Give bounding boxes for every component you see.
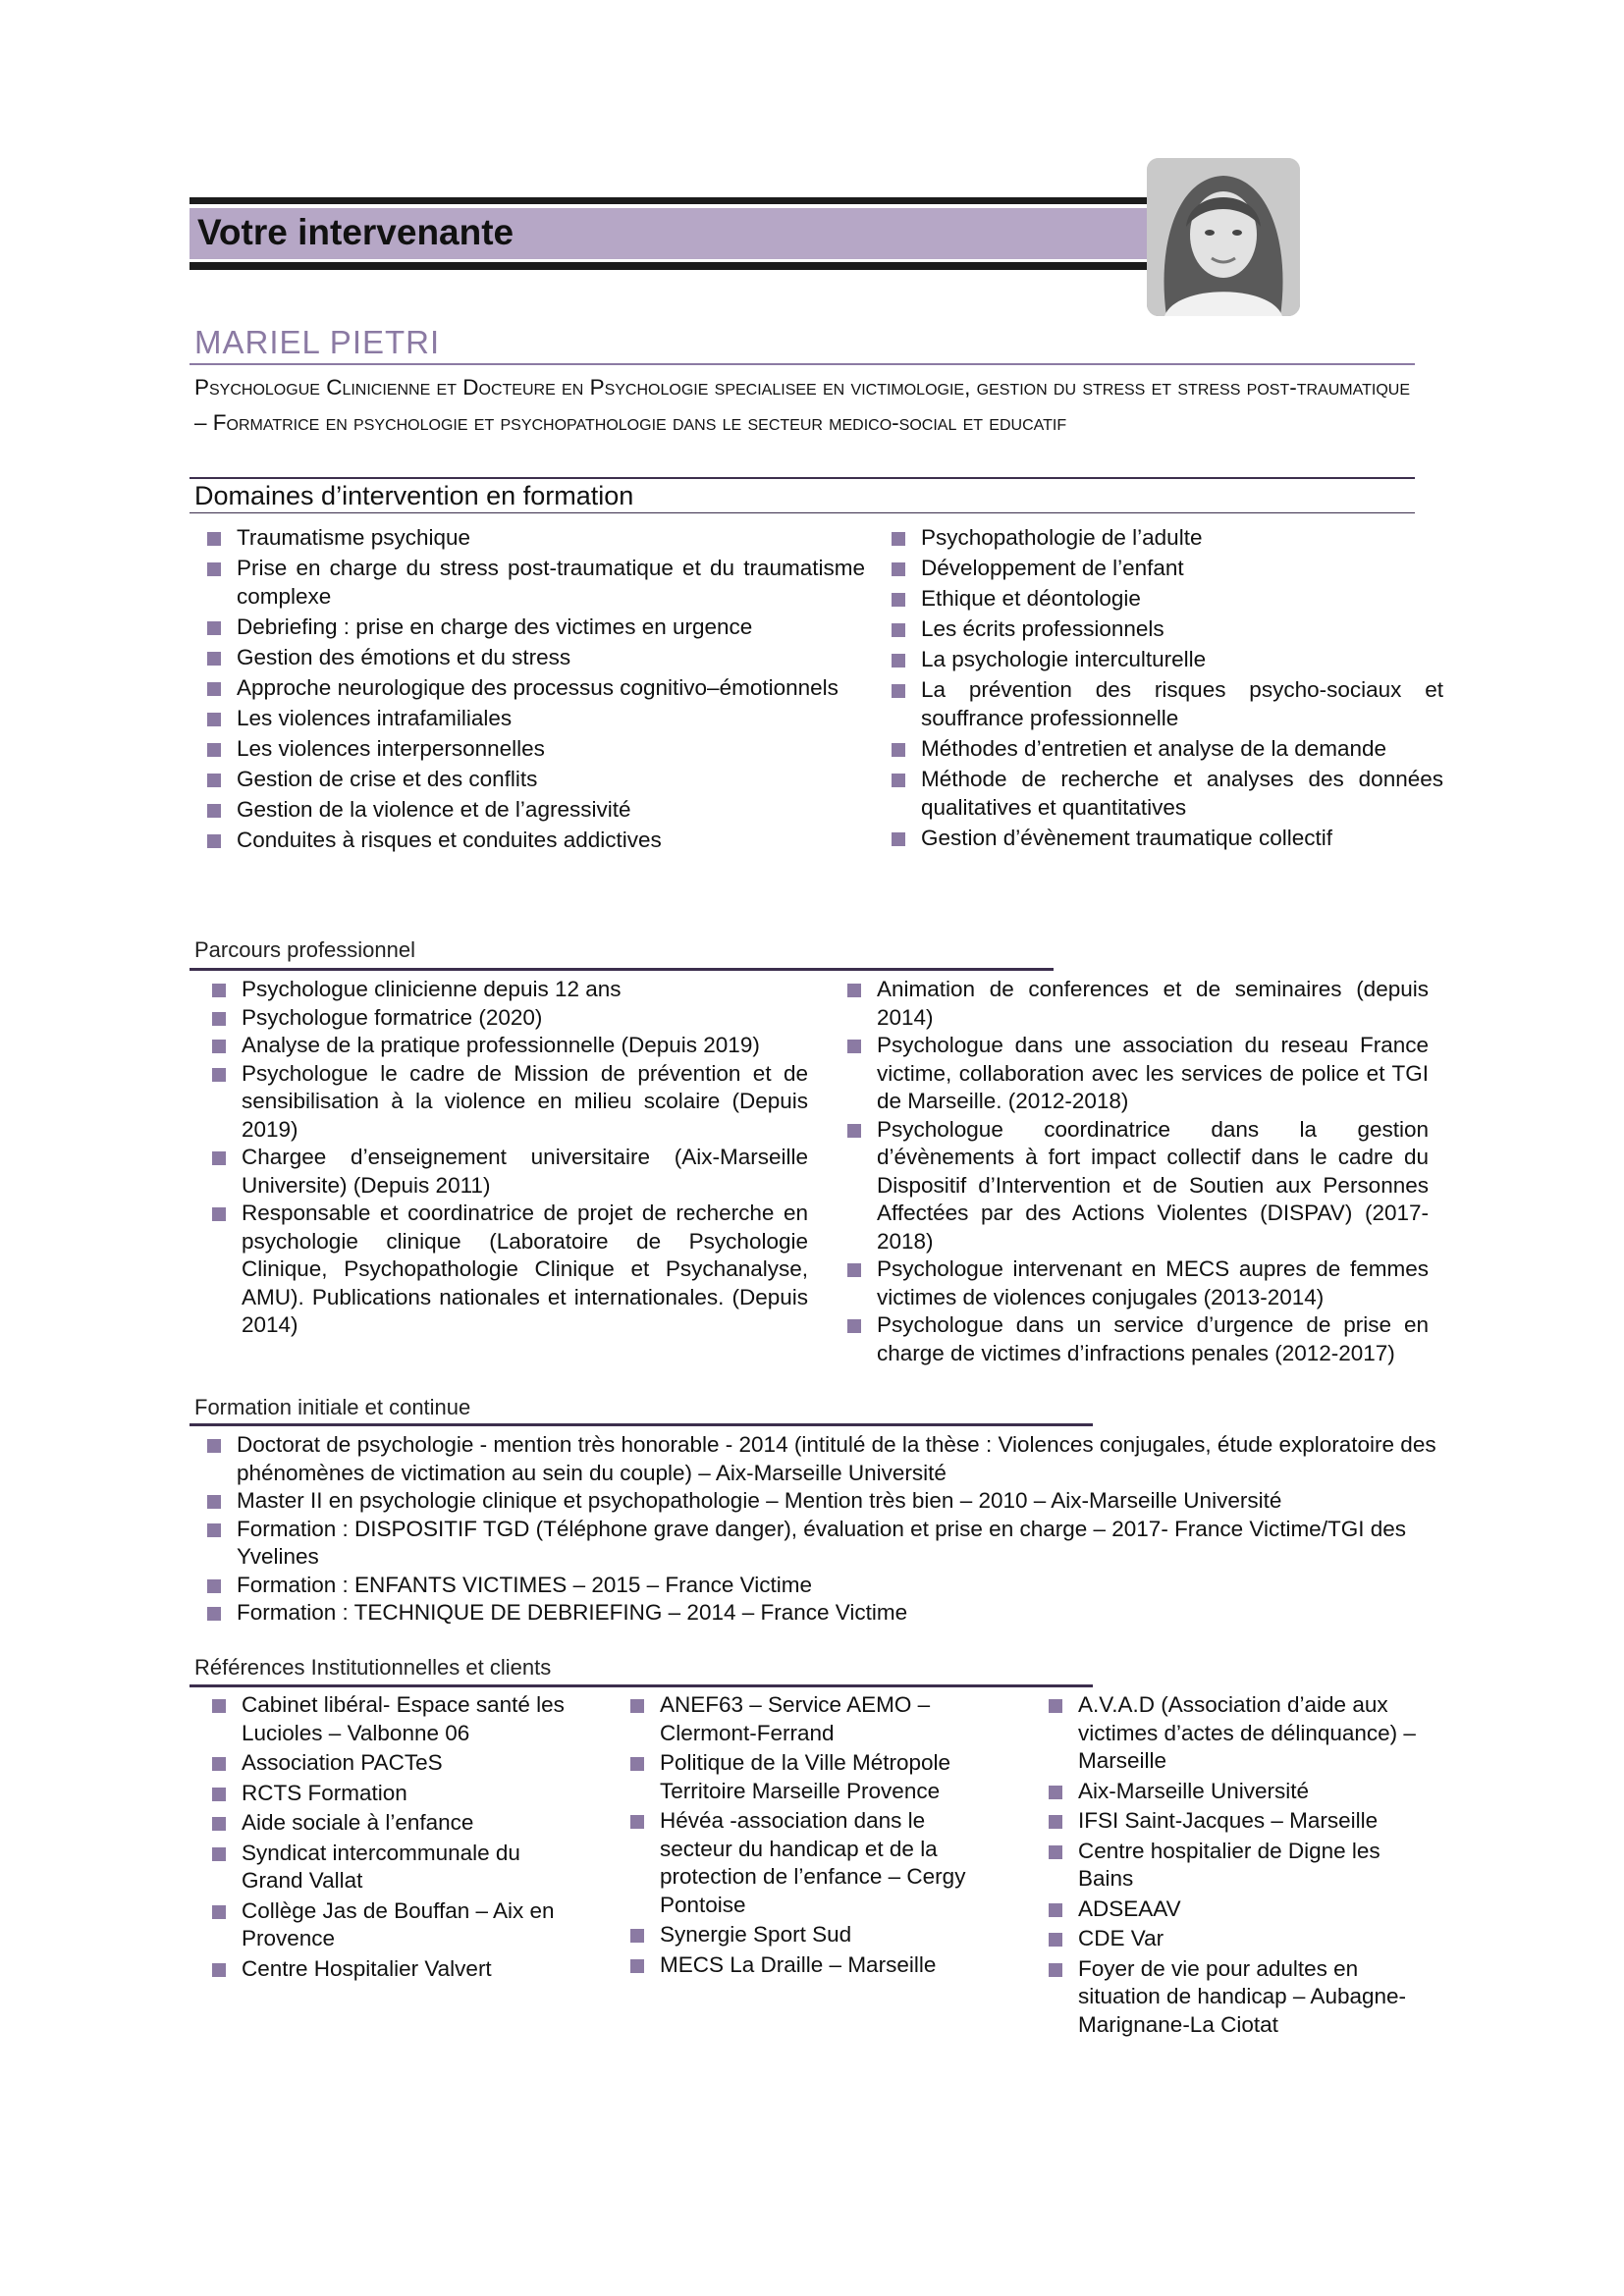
domain-item (874, 614, 1443, 643)
header-bar (189, 197, 1149, 271)
bullet-square-icon (630, 1815, 644, 1829)
parcours-item (830, 976, 1429, 1032)
list-item-text: Centre Hospitalier Valvert (242, 1955, 492, 1981)
domains-list-left (189, 523, 865, 856)
bullet-square-icon (207, 532, 221, 546)
list-item-text: Développement de l’enfant (921, 556, 1184, 580)
bullet-square-icon (212, 984, 226, 997)
domain-item (874, 734, 1443, 763)
parcours-item (194, 1060, 808, 1145)
bullet-square-icon (207, 1523, 221, 1537)
bullet-square-icon (207, 682, 221, 696)
bullet-square-icon (847, 1040, 861, 1053)
list-item-text: A.V.A.D (Association d’aide aux victimes d’actes de délinquance) – Marseille (1078, 1692, 1416, 1773)
bullet-square-icon (212, 1757, 226, 1771)
reference-item (613, 1749, 1001, 1805)
bullet-square-icon (1049, 1845, 1062, 1859)
bullet-square-icon (207, 1439, 221, 1453)
references-title: Références Institutionnelles et clients (194, 1655, 552, 1680)
list-item-text: RCTS Formation (242, 1780, 407, 1805)
list-item-text: Gestion d’évènement traumatique collectif (921, 826, 1332, 850)
list-item-text: Foyer de vie pour adultes en situation de handicap – Aubagne-Marignane-La Ciotat (1078, 1955, 1407, 2037)
person-name: MARIEL PIETRI (194, 324, 441, 360)
parcours-item (830, 1116, 1429, 1256)
list-item-text: Traumatisme psychique (237, 525, 471, 550)
list-item-text: ANEF63 – Service AEMO – Clermont-Ferrand (660, 1692, 931, 1745)
list-item-text: Ethique et déontologie (921, 586, 1141, 611)
parcours-item (194, 1032, 808, 1060)
reference-item (194, 1897, 582, 1953)
list-item-text: Psychologue intervenant en MECS aupres de femmes victimes de violences conjugales (2013-2014) (877, 1256, 1429, 1309)
list-item-text: Collège Jas de Bouffan – Aix en Provence (242, 1897, 555, 1950)
list-item-text: IFSI Saint-Jacques – Marseille (1078, 1808, 1379, 1833)
domains-title: Domaines d’intervention en formation (194, 481, 634, 510)
list-item-text: Psychologue dans un service d’urgence de prise en charge de victimes d’infractions penales (2012-2017) (877, 1312, 1429, 1365)
list-item-text: Animation de conferences et de seminaires (depuis 2014) (877, 977, 1429, 1030)
bullet-square-icon (1049, 1903, 1062, 1917)
domain-item (189, 613, 865, 641)
list-item-text: La prévention des risques psycho-sociaux et souffrance professionnelle (921, 677, 1443, 730)
list-item-text: Psychologue le cadre de Mission de prévention et de sensibilisation à la violence en milieu scolaire (Depuis 2019) (242, 1060, 808, 1142)
reference-item (613, 1921, 1001, 1949)
list-item-text: Analyse de la pratique professionnelle (Depuis 2019) (242, 1033, 760, 1057)
list-item-text: Syndicat intercommunale du Grand Vallat (242, 1840, 520, 1893)
list-item-text: Approche neurologique des processus cognitivo–émotionnels (237, 675, 839, 700)
reference-item (194, 1780, 582, 1808)
reference-item (613, 1691, 1001, 1747)
reference-item (1031, 1896, 1424, 1924)
parcours-item (194, 1144, 808, 1200)
references-list-col3 (1031, 1691, 1424, 2041)
domain-item (874, 523, 1443, 552)
domain-item (189, 734, 865, 763)
bullet-square-icon (207, 743, 221, 757)
domain-item (189, 643, 865, 671)
list-item-text: Synergie Sport Sud (660, 1922, 852, 1947)
bullet-square-icon (212, 1905, 226, 1919)
parcours-list-right (830, 976, 1429, 1367)
bullet-square-icon (207, 652, 221, 666)
parcours-item (830, 1255, 1429, 1311)
reference-item (1031, 1955, 1424, 2040)
bullet-square-icon (847, 1124, 861, 1138)
list-item-text: Politique de la Ville Métropole Territoire Marseille Provence (660, 1750, 951, 1803)
bullet-square-icon (212, 1847, 226, 1861)
list-item-text: Gestion des émotions et du stress (237, 645, 571, 669)
bullet-square-icon (630, 1757, 644, 1771)
list-item-text: Les écrits professionnels (921, 616, 1164, 641)
parcours-item (194, 1004, 808, 1033)
bullet-square-icon (207, 1495, 221, 1509)
bullet-square-icon (1049, 1786, 1062, 1799)
list-item-text: Association PACTeS (242, 1750, 443, 1775)
list-item-text: Les violences interpersonnelles (237, 736, 545, 761)
bullet-square-icon (630, 1929, 644, 1943)
formation-item (189, 1487, 1446, 1516)
domain-item (874, 645, 1443, 673)
domain-item (189, 673, 865, 702)
bullet-square-icon (207, 621, 221, 635)
list-item-text: Psychologue coordinatrice dans la gestion d’évènements à fort impact collectif dans le cadre du Dispositif d’Intervention et de Soutien aux Personnes Affectées par des Actions Violentes (DISPAV) (2017-2018) (877, 1116, 1429, 1254)
domain-item (189, 826, 865, 854)
bullet-square-icon (207, 1607, 221, 1621)
list-item-text: Psychologue formatrice (2020) (242, 1004, 543, 1030)
domains-divider (189, 512, 1415, 513)
list-item-text: Méthode de recherche et analyses des données qualitatives et quantitatives (921, 767, 1443, 820)
bullet-square-icon (212, 1788, 226, 1801)
list-item-text: Aide sociale à l’enfance (242, 1810, 474, 1835)
bullet-square-icon (207, 562, 221, 576)
domain-item (189, 765, 865, 793)
domains-list-right (874, 523, 1443, 854)
reference-item (194, 1749, 582, 1778)
list-item-text: CDE Var (1078, 1926, 1164, 1950)
list-item-text: Centre hospitalier de Digne les Bains (1078, 1838, 1380, 1891)
bullet-square-icon (892, 532, 905, 546)
list-item-text: Gestion de la violence et de l’agressivité (237, 797, 631, 822)
domain-item (189, 554, 865, 611)
domain-item (189, 795, 865, 824)
formation-title: Formation initiale et continue (194, 1395, 471, 1419)
parcours-item (194, 1200, 808, 1340)
reference-item (613, 1951, 1001, 1980)
list-item-text: Chargee d’enseignement universitaire (Aix-Marseille Universite) (Depuis 2011) (242, 1145, 808, 1198)
bullet-square-icon (892, 623, 905, 637)
list-item-text: Formation : DISPOSITIF TGD (Téléphone grave danger), évaluation et prise en charge – 2017- France Victime/TGI des Yvelines (237, 1516, 1406, 1569)
person-subtitle: Psychologue Clinicienne et Docteure en Psychologie specialisee en victimologie, gestion du stress et stress post-traumatique – Formatrice en psychologie et psychopathologie dans le secteur medico-social et educatif (194, 375, 1410, 435)
list-item-text: Les violences intrafamiliales (237, 706, 513, 730)
bullet-square-icon (892, 684, 905, 698)
bullet-square-icon (212, 1699, 226, 1713)
formation-list (189, 1431, 1446, 1628)
bullet-square-icon (207, 713, 221, 726)
formation-item (189, 1599, 1446, 1628)
formation-divider (189, 1423, 1093, 1426)
bullet-square-icon (212, 1207, 226, 1221)
list-item-text: Master II en psychologie clinique et psychopathologie – Mention très bien – 2010 – Aix-Marseille Université (237, 1488, 1282, 1513)
formation-item (189, 1516, 1446, 1572)
list-item-text: Méthodes d’entretien et analyse de la demande (921, 736, 1387, 761)
bullet-square-icon (847, 1263, 861, 1277)
references-list-col2 (613, 1691, 1001, 1981)
bullet-square-icon (892, 832, 905, 846)
bullet-square-icon (892, 654, 905, 667)
list-item-text: Hévéa -association dans le secteur du handicap et de la protection de l’enfance – Cergy Pontoise (660, 1808, 966, 1917)
profile-photo (1147, 158, 1300, 316)
parcours-item (830, 1032, 1429, 1116)
list-item-text: ADSEAAV (1078, 1896, 1181, 1921)
list-item-text: Formation : TECHNIQUE DE DEBRIEFING – 2014 – France Victime (237, 1600, 908, 1625)
reference-item (1031, 1691, 1424, 1776)
list-item-text: Formation : ENFANTS VICTIMES – 2015 – France Victime (237, 1572, 813, 1597)
bullet-square-icon (847, 984, 861, 997)
bullet-square-icon (1049, 1963, 1062, 1977)
reference-item (1031, 1778, 1424, 1806)
list-item-text: Conduites à risques et conduites addictives (237, 828, 662, 852)
references-list-col1 (194, 1691, 582, 1985)
reference-item (1031, 1838, 1424, 1894)
list-item-text: Doctorat de psychologie - mention très honorable - 2014 (intitulé de la thèse : Violences conjugales, étude exploratoire des phénomènes de victimation au sein du couple) – Aix-Marseille Université (237, 1432, 1436, 1485)
list-item-text: Aix-Marseille Université (1078, 1778, 1310, 1803)
parcours-item (830, 1311, 1429, 1367)
parcours-item (194, 976, 808, 1004)
bullet-square-icon (212, 1817, 226, 1831)
reference-item (1031, 1807, 1424, 1836)
bullet-square-icon (212, 1151, 226, 1165)
parcours-title: Parcours professionnel (194, 937, 416, 962)
reference-item (194, 1955, 582, 1984)
page-title: Votre intervenante (197, 212, 514, 252)
header-bottom-rule (189, 262, 1149, 270)
reference-item (194, 1809, 582, 1838)
list-item-text: Cabinet libéral- Espace santé les Lucioles – Valbonne 06 (242, 1692, 565, 1745)
subtitle-divider (189, 477, 1415, 479)
list-item-text: MECS La Draille – Marseille (660, 1951, 937, 1977)
bullet-square-icon (630, 1699, 644, 1713)
bullet-square-icon (207, 774, 221, 787)
bullet-square-icon (212, 1963, 226, 1977)
domain-item (874, 584, 1443, 613)
list-item-text: Psychologue clinicienne depuis 12 ans (242, 977, 622, 1001)
list-item-text: Debriefing : prise en charge des victimes en urgence (237, 614, 753, 639)
list-item-text: Responsable et coordinatrice de projet de recherche en psychologie clinique (Laboratoire de Psychologie Clinique, Psychopathologie Clinique et Psychanalyse, AMU). Publications nationales et internationales. (Depuis 2014) (242, 1201, 808, 1337)
list-item-text: La psychologie interculturelle (921, 647, 1207, 671)
formation-item (189, 1431, 1446, 1487)
bullet-square-icon (847, 1319, 861, 1333)
domain-item (874, 554, 1443, 582)
reference-item (1031, 1925, 1424, 1953)
domain-item (874, 765, 1443, 822)
header-top-rule (189, 197, 1149, 204)
reference-item (613, 1807, 1001, 1919)
reference-item (194, 1840, 582, 1896)
bullet-square-icon (207, 834, 221, 848)
list-item-text: Psychopathologie de l’adulte (921, 525, 1203, 550)
domain-item (189, 704, 865, 732)
name-divider (189, 363, 1415, 365)
parcours-divider (189, 968, 1054, 971)
bullet-square-icon (1049, 1699, 1062, 1713)
bullet-square-icon (1049, 1933, 1062, 1947)
bullet-square-icon (892, 774, 905, 787)
bullet-square-icon (630, 1959, 644, 1973)
domain-item (189, 523, 865, 552)
domain-item (874, 824, 1443, 852)
parcours-list-left (194, 976, 808, 1340)
bullet-square-icon (207, 1579, 221, 1593)
bullet-square-icon (212, 1040, 226, 1053)
bullet-square-icon (212, 1068, 226, 1082)
bullet-square-icon (892, 562, 905, 576)
reference-item (194, 1691, 582, 1747)
list-item-text: Psychologue dans une association du reseau France victime, collaboration avec les services de police et TGI de Marseille. (2012-2018) (877, 1033, 1429, 1113)
domain-item (874, 675, 1443, 732)
bullet-square-icon (1049, 1815, 1062, 1829)
references-divider (189, 1684, 1093, 1687)
list-item-text: Gestion de crise et des conflits (237, 767, 538, 791)
formation-item (189, 1572, 1446, 1600)
bullet-square-icon (207, 804, 221, 818)
bullet-square-icon (892, 743, 905, 757)
bullet-square-icon (892, 593, 905, 607)
list-item-text: Prise en charge du stress post-traumatique et du traumatisme complexe (237, 556, 865, 609)
bullet-square-icon (212, 1012, 226, 1026)
